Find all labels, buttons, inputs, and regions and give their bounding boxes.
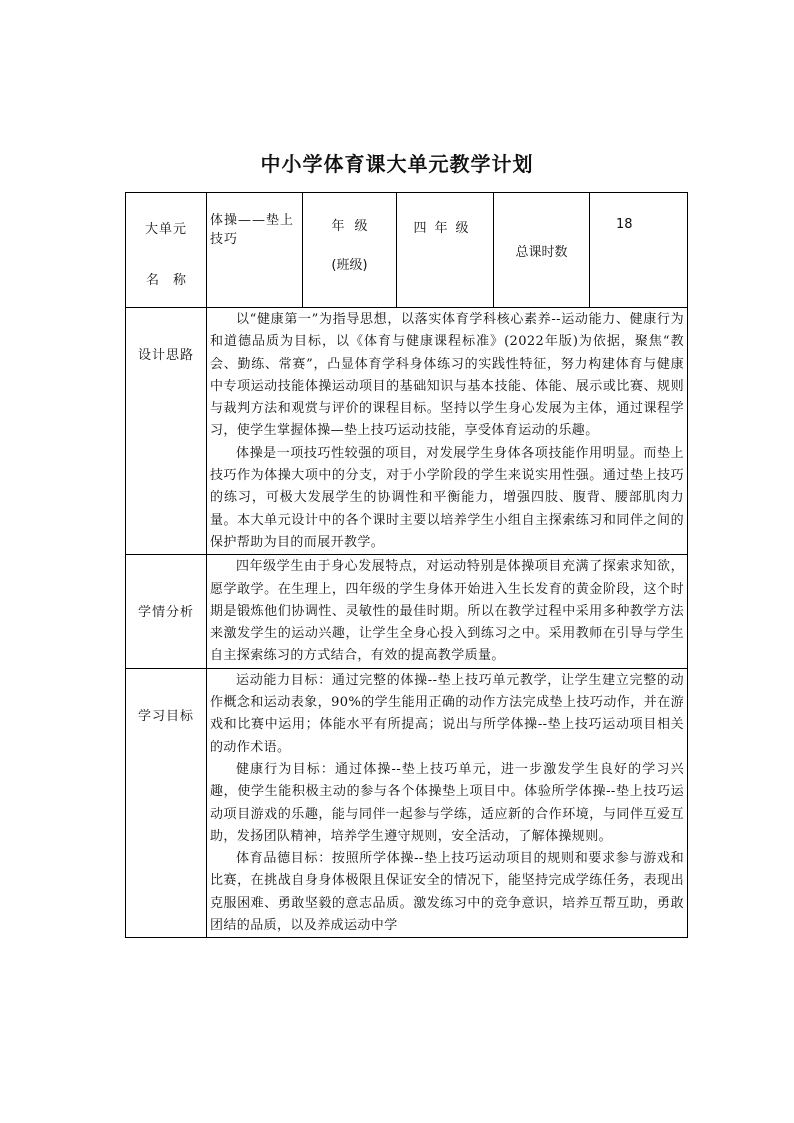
plan-table [125, 192, 688, 938]
page-title: 中小学体育课大单元教学计划 [260, 152, 534, 176]
analysis-content [207, 555, 688, 668]
grade-label: 年级 [331, 219, 378, 234]
analysis-label: 学情分析 [137, 605, 194, 621]
unit-name-label-line1: 大单元 [144, 222, 187, 237]
analysis-paragraph: 四年级学生由于身心发展特点，对运动特别是体操项目充满了探索求知欲，愿学敢学。在生理上，四年级的学生身体开始进入生长发育的黄金阶段，这个时期是锻炼他们协调性、灵敏性的最佳时期。所以在教学过程中采用多种教学方法来激发学生的运动兴趣，让学生全身心投入到练习之中。采用教师在引导与学生自主探索练习的方式结合，有效的提高教学质量。 [210, 559, 684, 664]
design-paragraph: 以“健康第一”为指导思想，以落实体育学科核心素养--运动能力、健康行为和道德品质为目标，以《体育与健康课程标准》(2022年版)为依据，聚焦“教会、勤练、常赛”，凸显体育学科身体练习的实践性特征，努力构建体育与健康中专项运动技能体操运动项目的基础知识与基本技能、体能、展示或比赛、规则与裁判方法和观赏与评价的课程目标。坚持以学生身心发展为主体，通过课程学习，使学生掌握体操—垫上技巧运动技能，享受体育运动的乐趣。 [210, 312, 684, 439]
design-label: 设计思路 [137, 348, 194, 363]
grade-value: 四年级 [397, 193, 494, 308]
design-label-cell [126, 308, 207, 555]
goals-content [207, 668, 688, 938]
goals-label: 学习目标 [137, 708, 194, 724]
class-label: (班级) [331, 258, 368, 273]
grade-label-cell [303, 193, 397, 308]
design-paragraph: 体操是一项技巧性较强的项目，对发展学生身体各项技能作用明显。而垫上技巧作为体操大项中的分支，对于小学阶段的学生来说实用性强。通过垫上技巧的练习，可极大发展学生的协调性和平衡能力，增强四肢、腹背、腰部肌肉力量。本大单元设计中的各个课时主要以培养学生小组自主探索练习和同伴之间的保护帮助为目的而展开教学。 [210, 445, 684, 550]
header-row [126, 193, 688, 308]
analysis-label-cell [126, 555, 207, 668]
total-hours-value: 18 [590, 193, 688, 308]
design-content [207, 308, 688, 555]
goals-label-cell [126, 668, 207, 938]
unit-name-label-line2: 名称 [145, 273, 200, 288]
design-row [126, 308, 688, 555]
unit-name-value: 体操——垫上技巧 [207, 193, 303, 308]
goals-paragraph: 健康行为目标：通过体操--垫上技巧单元，进一步激发学生良好的学习兴趣，使学生能积极主动的参与各个体操垫上项目中。体验所学体操--垫上技巧运动项目游戏的乐趣，能与同伴一起参与学练，适应新的合作环境，与同伴互爱互助，发扬团队精神，培养学生遵守规则，安全活动，了解体操规则。 [210, 761, 684, 844]
total-hours-label: 总课时数 [494, 193, 590, 308]
unit-name-label-cell [126, 193, 207, 308]
goals-row [126, 668, 688, 938]
goals-paragraph: 运动能力目标：通过完整的体操--垫上技巧单元教学，让学生建立完整的动作概念和运动表象，90%的学生能用正确的动作方法完成垫上技巧动作，并在游戏和比赛中运用；体能水平有所提高；说出与所学体操--垫上技巧运动项目相关的动作术语。 [210, 672, 684, 755]
goals-paragraph: 体育品德目标：按照所学体操--垫上技巧运动项目的规则和要求参与游戏和比赛，在挑战自身身体极限且保证安全的情况下，能坚持完成学练任务，表现出克服困难、勇敢坚毅的意志品质。激发练习中的竞争意识，培养互帮互助，勇敢团结的品质，以及养成运动中学 [210, 851, 684, 934]
analysis-row [126, 555, 688, 668]
